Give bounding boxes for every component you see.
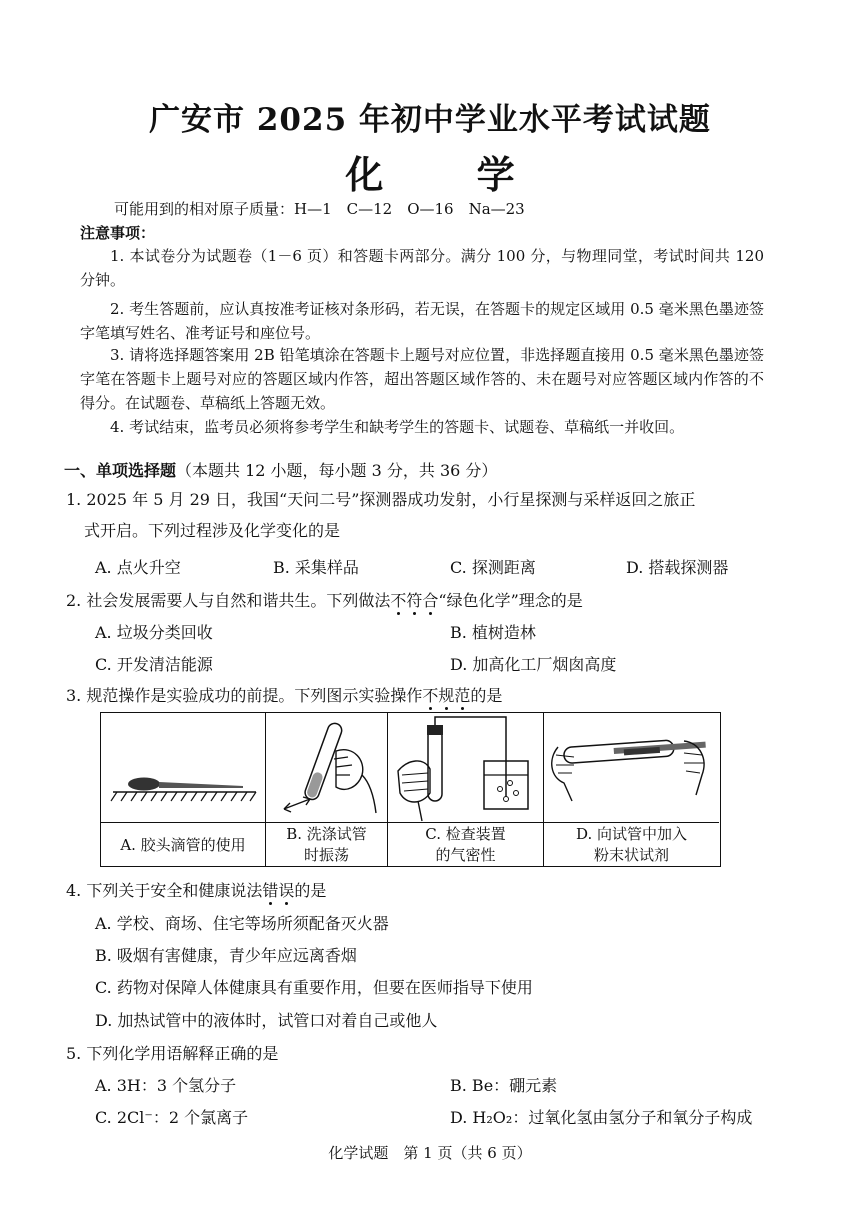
- q2-option-d: D. 加高化工厂烟囱高度: [450, 655, 617, 674]
- q3-figure-table: [100, 712, 721, 867]
- powder-reagent-illustration: [544, 713, 719, 823]
- figure-caption-c: [388, 822, 543, 866]
- note-item-2: 2. 考生答题前，应认真按准考证核对条形码，若无误，在答题卡的规定区域用 0.5 毫米黑色墨迹签字笔填写姓名、准考证号和座位号。: [80, 300, 764, 342]
- note-item-1: 1. 本试卷分为试题卷（1－6 页）和答题卡两部分。满分 100 分，与物理同堂，考试时间共 120 分钟。: [80, 247, 764, 289]
- q5-option-b: B. Be：硼元素: [450, 1076, 558, 1095]
- q4-option-b: B. 吸烟有害健康，青少年应远离香烟: [95, 946, 357, 965]
- atomic-masses: 可能用到的相对原子质量：H—1 C—12 O—16 Na—23: [114, 200, 525, 218]
- subject-title: 化 学: [345, 152, 555, 197]
- q2-option-b: B. 植树造林: [450, 623, 536, 642]
- figure-caption-d: [544, 822, 719, 866]
- q2-option-a: A. 垃圾分类回收: [95, 623, 213, 642]
- q4-stem-pre: 4. 下列关于安全和健康说法: [66, 881, 263, 900]
- figure-caption-b-line2: 时振荡: [303, 846, 349, 864]
- shaking-test-tube-illustration: [266, 713, 388, 823]
- airtightness-check-illustration: [388, 713, 544, 823]
- q1-stem-line1: 1. 2025 年 5 月 29 日，我国“天问二号”探测器成功发射，小行星探测与采样返回之旅正: [66, 490, 696, 509]
- q1-stem-line2: 式开启。下列过程涉及化学变化的是: [84, 521, 341, 540]
- figure-caption-c-line2: 的气密性: [435, 846, 496, 864]
- figure-cell-b: [266, 713, 388, 866]
- q1-option-a: A. 点火升空: [95, 558, 181, 577]
- q3-stem-pre: 3. 规范操作是实验成功的前提。下列图示实验操作: [66, 686, 423, 705]
- q5-option-a: A. 3H：3 个氢分子: [95, 1076, 237, 1095]
- figure-caption-c-line1: C. 检查装置: [425, 825, 506, 843]
- q3-stem-post: 的是: [470, 686, 503, 705]
- section-heading: [64, 458, 497, 481]
- q4-stem: [66, 878, 326, 901]
- figure-caption-a-text: A. 胶头滴管的使用: [120, 836, 246, 854]
- q1-option-b: B. 采集样品: [273, 558, 359, 577]
- q3-stem-emphasis: 不规范: [422, 686, 470, 705]
- q2-option-c: C. 开发清洁能源: [95, 655, 213, 674]
- section-note: （本题共 12 小题，每小题 3 分，共 36 分）: [176, 461, 498, 480]
- page-footer: 化学试题 第 1 页（共 6 页）: [328, 1144, 532, 1162]
- figure-caption-a: [101, 822, 265, 866]
- q2-stem-post: “绿色化学”理念的是: [438, 591, 583, 610]
- section-title: 一、单项选择题: [64, 461, 177, 480]
- notes-heading: 注意事项：: [80, 224, 156, 242]
- page-title: 广安市 2025 年初中学业水平考试试题: [149, 102, 711, 138]
- figure-caption-b-line1: B. 洗涤试管: [286, 825, 367, 843]
- q4-option-d: D. 加热试管中的液体时，试管口对着自己或他人: [95, 1011, 438, 1030]
- q2-stem: [66, 588, 583, 611]
- q5-option-d: D. H₂O₂：过氧化氢由氢分子和氧分子构成: [450, 1108, 753, 1127]
- q1-option-d: D. 搭载探测器: [626, 558, 729, 577]
- dropper-illustration: [101, 713, 266, 823]
- q3-stem: [66, 683, 502, 706]
- q4-option-c: C. 药物对保障人体健康具有重要作用，但要在医师指导下使用: [95, 978, 533, 997]
- q2-stem-pre: 2. 社会发展需要人与自然和谐共生。下列做法: [66, 591, 391, 610]
- q2-stem-emphasis: 不符合: [390, 591, 438, 610]
- figure-caption-d-line2: 粉末状试剂: [593, 846, 669, 864]
- note-item-4: 4. 考试结束，监考员必须将参考学生和缺考学生的答题卡、试题卷、草稿纸一并收回。: [110, 418, 685, 436]
- figure-caption-b: [266, 822, 387, 866]
- q5-option-c: C. 2Cl⁻：2 个氯离子: [95, 1108, 249, 1127]
- figure-cell-d: [544, 713, 719, 866]
- q4-option-a: A. 学校、商场、住宅等场所须配备灭火器: [95, 914, 389, 933]
- q1-option-c: C. 探测距离: [450, 558, 536, 577]
- figure-cell-a: [101, 713, 266, 866]
- note-item-3: 3. 请将选择题答案用 2B 铅笔填涂在答题卡上题号对应位置，非选择题直接用 0.5 毫米黑色墨迹签字笔在答题卡上题号对应的答题区域内作答，超出答题区域作答的、未在题号对应答题区域内作答的不得分。在试题卷、草稿纸上答题无效。: [80, 346, 764, 412]
- figure-cell-c: [388, 713, 544, 866]
- q4-stem-post: 的是: [294, 881, 327, 900]
- figure-caption-d-line1: D. 向试管中加入: [575, 825, 688, 843]
- q5-stem: 5. 下列化学用语解释正确的是: [66, 1044, 279, 1063]
- q4-stem-emphasis: 错误: [262, 881, 294, 900]
